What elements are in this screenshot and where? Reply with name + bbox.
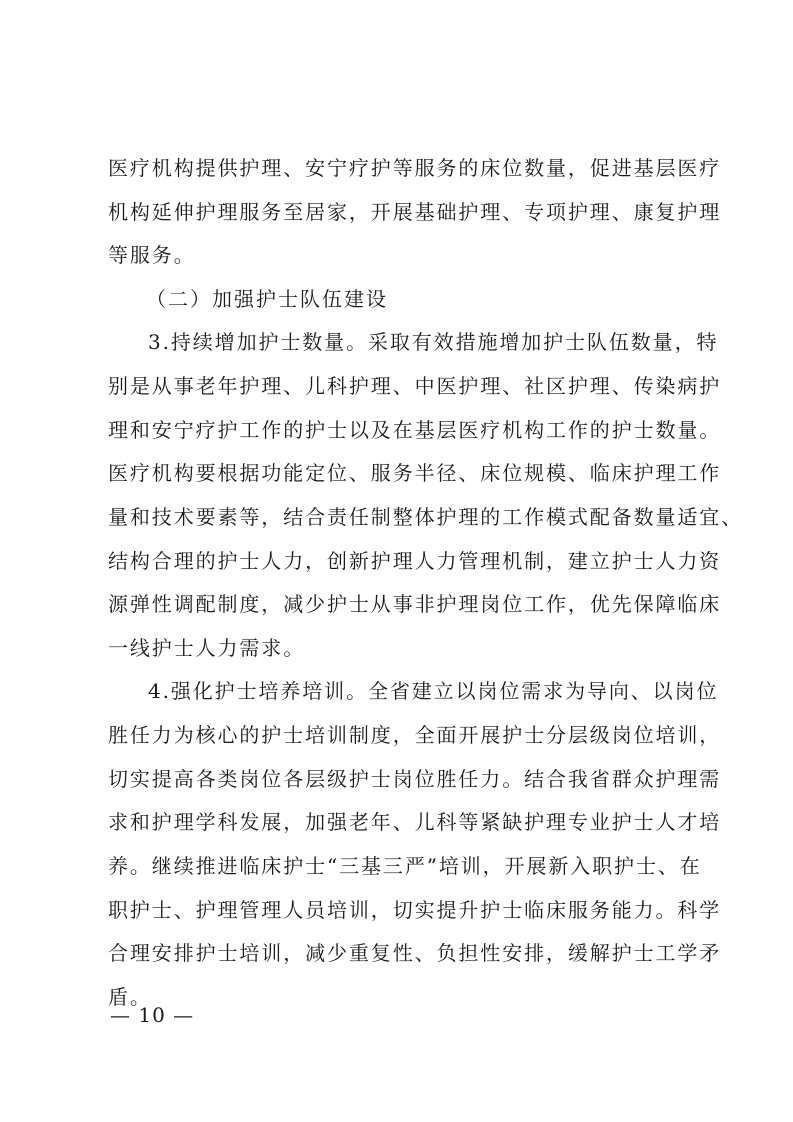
text-line: 医疗机构提供护理、安宁疗护等服务的床位数量，促进基层医疗 [108, 156, 722, 180]
text-line: 等服务。 [108, 243, 196, 267]
text-line: 养。继续推进临床护士“三基三严”培训，开展新入职护士、在 [108, 854, 702, 878]
text-line: 一线护士人力需求。 [108, 636, 306, 660]
text-line: 量和技术要素等，结合责任制整体护理的工作模式配备数量适宜、 [108, 505, 744, 529]
text-line: 结构合理的护士人力，创新护理人力管理机制，建立护士人力资 [108, 549, 722, 573]
section-heading: （二）加强护士队伍建设 [146, 287, 388, 311]
text-line: 理和安宁疗护工作的护士以及在基层医疗机构工作的护士数量。 [108, 418, 722, 442]
page-number: — 10 — [110, 1003, 195, 1027]
text-line: 职护士、护理管理人员培训，切实提升护士临床服务能力。科学 [108, 898, 722, 922]
paragraph-start-line: 4.强化护士培养培训。全省建立以岗位需求为导向、以岗位 [148, 679, 719, 703]
text-line: 合理安排护士培训，减少重复性、负担性安排，缓解护士工学矛 [108, 941, 722, 965]
text-line: 求和护理学科发展，加强老年、儿科等紧缺护理专业护士人才培 [108, 810, 722, 834]
text-line: 机构延伸护理服务至居家，开展基础护理、专项护理、康复护理 [108, 200, 722, 224]
text-line: 盾。 [108, 985, 152, 1009]
text-line: 源弹性调配制度，减少护士从事非护理岗位工作，优先保障临床 [108, 592, 722, 616]
paragraph-start-line: 3.持续增加护士数量。采取有效措施增加护士队伍数量，特 [148, 330, 719, 354]
text-line: 医疗机构要根据功能定位、服务半径、床位规模、临床护理工作 [108, 461, 722, 485]
text-line: 切实提高各类岗位各层级护士岗位胜任力。结合我省群众护理需 [108, 767, 722, 791]
text-line: 别是从事老年护理、儿科护理、中医护理、社区护理、传染病护 [108, 374, 722, 398]
text-line: 胜任力为核心的护士培训制度，全面开展护士分层级岗位培训， [108, 723, 722, 747]
